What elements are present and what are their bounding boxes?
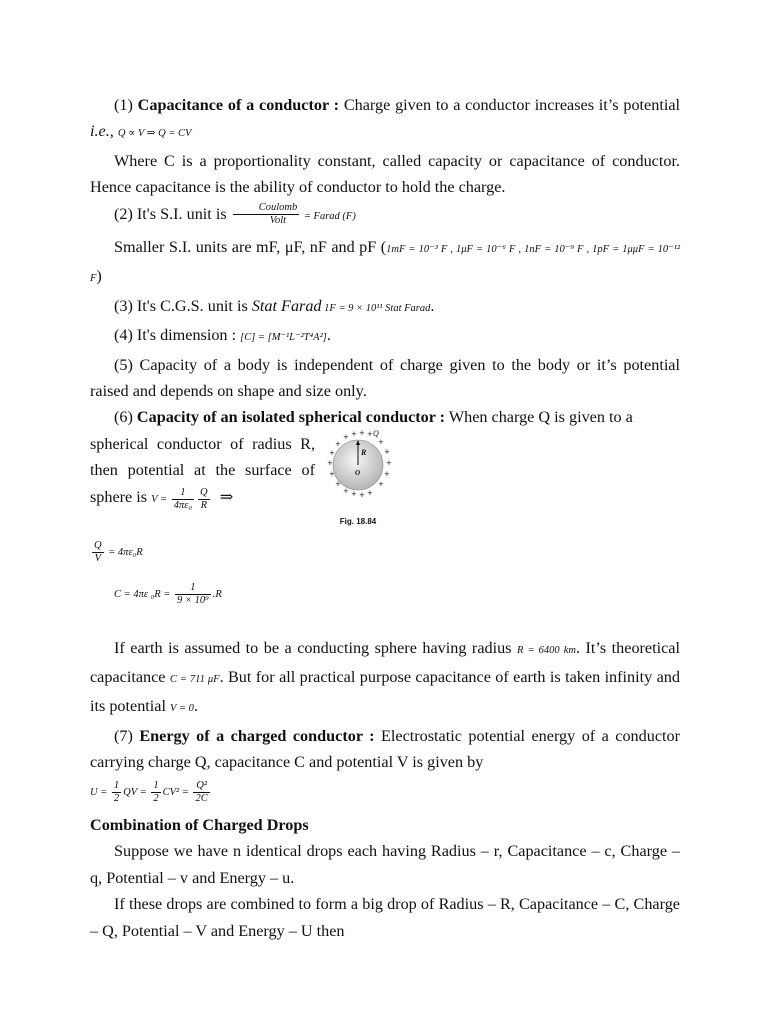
formula-q-cv: Q ∝ V ⇒ Q = CV [117,128,192,140]
paragraph-independent-capacity: (5) Capacity of a body is independent of charge given to the body or it’s potential raised and depends on shape and size only. [90,355,680,401]
equation-q-over-v: $\frac{Q}{V}$ = 4πε₀R [94,539,143,564]
fraction-coulomb-volt: $\frac{\text{Coulomb}}{\text{Volt}}$ [233,202,300,227]
heading-spherical-conductor: Capacity of an isolated spherical conductor : [136,408,446,427]
svg-text:+: + [327,458,333,467]
formula-unit-prefixes: 1mF = 10⁻³ F , 1μF = 10⁻⁶ F , 1nF = 10⁻⁹ F , 1pF = 1μμF = 10⁻¹² F [90,244,681,285]
paragraph-proportionality: Where C is a proportionality constant, called capacity or capacitance of conductor. Hence capacitance is the ability of conductor to hold the charge. [90,151,680,197]
paragraph-spherical-heading: (6) Capacity of an isolated spherical conductor : When charge Q is given to a [114,408,633,427]
svg-text:+: + [386,458,392,467]
paragraph-dimension: (4) It's dimension : [C] = [M⁻¹L⁻²T⁴A²]. [114,326,331,345]
svg-text:+: + [378,437,384,446]
paragraph-identical-drops: Suppose we have n identical drops each having Radius – r, Capacitance – c, Charge – q, Potential – v and Energy – u. [90,842,680,887]
paragraph-earth-capacitance: If earth is assumed to be a conducting sphere having radius R = 6400 km. It’s theoretical capacitance C = 711 μF. But for all practical purpose capacitance of earth is taken infinity and its potential V = 0. [90,638,680,716]
label-o: O [355,468,361,477]
svg-text:+: + [335,439,341,448]
svg-text:+: + [343,486,349,495]
svg-text:+: + [378,479,384,488]
spherical-conductor-row [90,428,680,536]
formula-potential-surface: V = $\frac{1}{\text{4πε₀}}$ $\frac{Q}{R}$ [151,486,208,511]
heading-capacitance: Capacitance of a conductor : [137,96,340,114]
label-q: Q [373,428,379,438]
paragraph-energy: (7) Energy of a charged conductor : Electrostatic potential energy of a conductor carrying charge Q, capacitance C and potential V is given by [90,726,681,772]
document-page [90,92,680,944]
svg-text:+: + [384,447,390,456]
svg-text:+: + [359,428,365,437]
svg-text:+: + [343,432,349,441]
paragraph-cgs-unit: (3) It's C.G.S. unit is Stat Farad 1F = 9 × 10¹¹ Stat Farad. [114,296,435,315]
section-heading-combination: Combination of Charged Drops [90,815,309,834]
formula-dimension: [C] = [M⁻¹L⁻²T⁴A²] [240,332,327,344]
svg-text:+: + [329,448,335,457]
svg-text:+: + [384,469,390,478]
svg-text:+: + [367,488,373,497]
charged-sphere-diagram [323,429,393,501]
svg-text:+: + [351,429,357,438]
heading-energy: Energy of a charged conductor : [139,726,375,745]
paragraph-spherical-text: spherical conductor of radius R, then potential at the surface of sphere is V = $\frac{1}{\text{4πε₀}}$ $\frac{Q}{R}$ ⇒ [90,434,315,511]
paragraph-capacitance-definition: (1) Capacitance of a conductor : Charge given to a conductor increases it’s potential i.e., Q ∝ V ⇒ Q = CV [90,96,681,141]
figure-caption: Fig. 18.84 [339,517,377,527]
paragraph-si-unit: (2) It's S.I. unit is $\frac{\text{Coulomb}}{\text{Volt}}$ = Farad (F) [114,202,356,227]
svg-text:+: + [329,469,335,478]
svg-text:+: + [367,429,373,438]
svg-text:+: + [335,479,341,488]
figure-charged-sphere [323,429,393,536]
equation-energy: U = $\frac{1}{2}$ QV = $\frac{1}{2}$ CV² = $\frac{\text{Q²}}{2C}$ [90,779,208,804]
svg-text:+: + [359,490,365,499]
paragraph-big-drop: If these drops are combined to form a big drop of Radius – R, Capacitance – C, Charge – Q, Potential – V and Energy – U then [90,895,680,940]
label-r: R [361,447,367,457]
equation-capacitance-sphere: C = 4πε ₀R = $\frac{1}{\text{9 × 10⁹}}$ .R [114,582,222,607]
svg-text:+: + [351,489,357,498]
paragraph-smaller-units: Smaller S.I. units are mF, μF, nF and pF (1mF = 10⁻³ F , 1μF = 10⁻⁶ F , 1nF = 10⁻⁹ F , 1pF = 1μμF = 10⁻¹² F) [90,238,681,286]
